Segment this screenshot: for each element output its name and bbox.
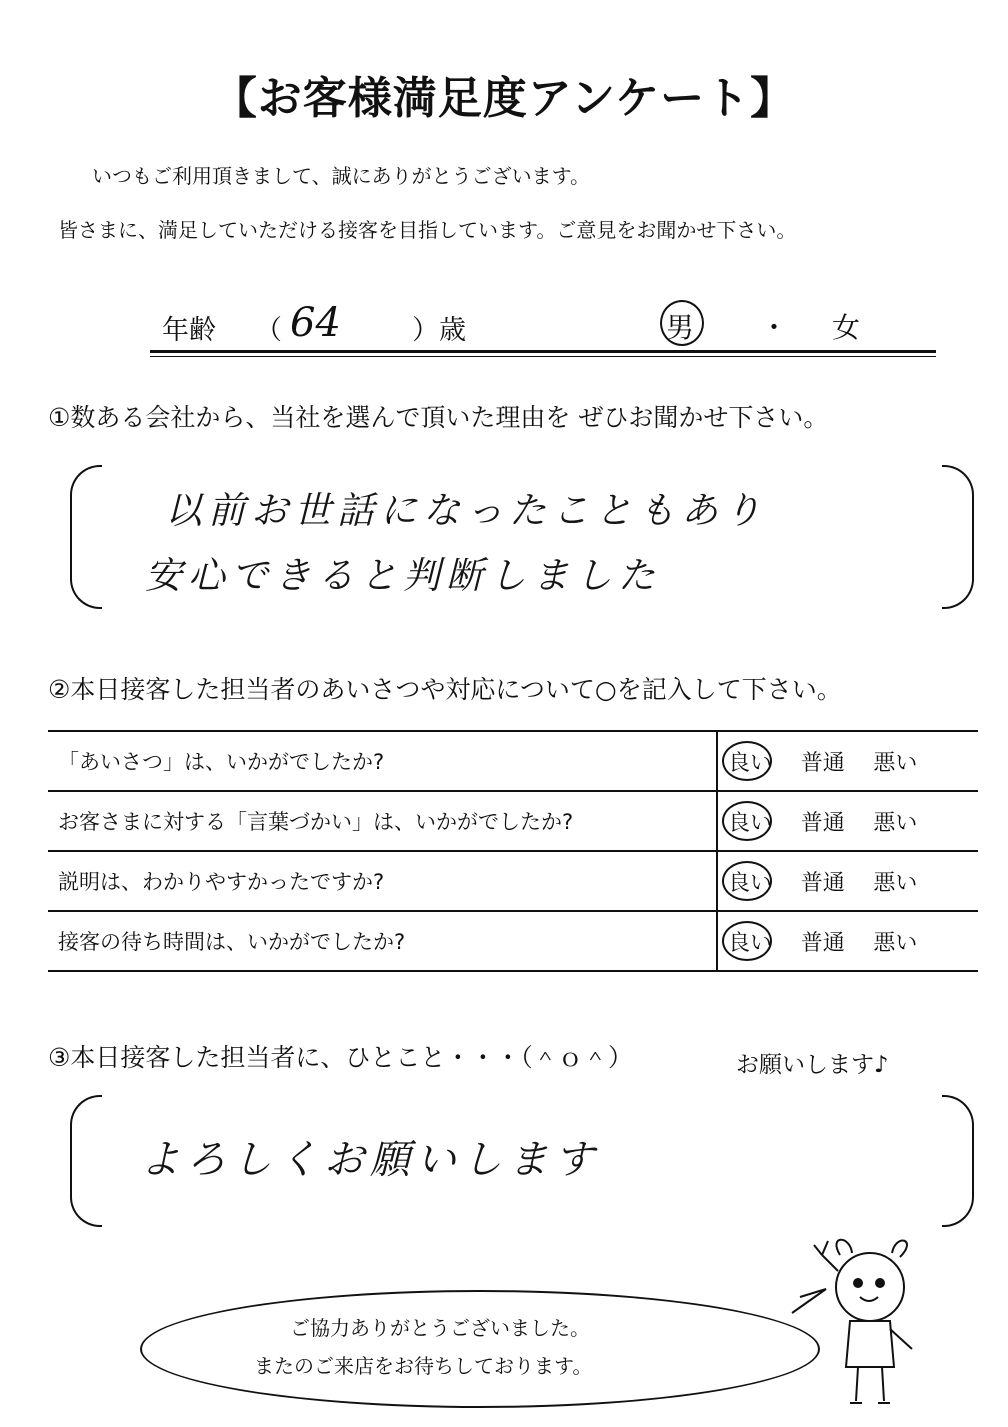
q3-bracket-left [70,1095,102,1227]
rating-option-bad[interactable]: 悪い [873,810,918,836]
closing-line-1: ご協力ありがとうございました。 [290,1316,590,1340]
rating-row [48,851,978,911]
question-3: ③本日接客した担当者に、ひとこと・・・（＾ｏ＾） [48,1043,633,1072]
mascot-illustration [800,1225,930,1415]
rating-option-average[interactable]: 普通 [800,870,845,896]
q1-bracket-right [942,465,974,609]
mascot-head [836,1253,904,1321]
question-1: ①数ある会社から、当社を選んで頂いた理由を ぜひお聞かせ下さい。 [48,403,829,432]
rating-row [48,731,978,791]
rating-option-good[interactable]: 良い [728,926,772,957]
mascot-ear-right [892,1241,907,1257]
age-open-paren: （ [255,315,282,346]
question-2: ②本日接客した担当者のあいさつや対応について○を記入して下さい。 [48,675,842,704]
rating-option-average[interactable]: 普通 [800,810,845,836]
q1-answer-line-1[interactable]: 以前お世話になったこともあり [165,489,767,532]
mascot-body [846,1321,894,1367]
intro-line-1: いつもご利用頂きまして、誠にありがとうございます。 [92,164,590,188]
rating-options [717,851,978,911]
intro-line-2: 皆さまに、満足していただける接客を目指しています。ご意見をお聞かせ下さい。 [58,218,797,242]
age-close-paren: ）歳 [412,315,466,346]
q1-answer-line-2[interactable]: 安心できると判断しました [145,554,661,597]
rating-options [717,791,978,851]
gender-separator: ・ [760,311,789,344]
rating-option-bad[interactable]: 悪い [873,870,918,896]
header-rule-thin [150,356,936,357]
rating-row [48,911,978,971]
survey-title: 【お客様満足度アンケート】 [212,73,796,124]
q1-bracket-left [70,465,102,609]
age-label: 年齢 [162,315,216,346]
closing-speech-bubble [140,1290,820,1408]
rating-row [48,791,978,851]
rating-option-good[interactable]: 良い [728,866,772,897]
rating-option-good[interactable]: 良い [728,746,772,777]
rating-options [717,731,978,791]
request-note: お願いします♪ [736,1052,889,1078]
header-rule-thick [150,350,936,353]
q3-bracket-right [942,1095,974,1227]
age-handwritten-value[interactable]: 64 [290,300,341,346]
closing-line-2: またのご来店をお待ちしております。 [254,1354,593,1378]
rating-question: お客さまに対する「言葉づかい」は、いかがでしたか? [48,791,717,851]
rating-question: 「あいさつ」は、いかがでしたか? [48,731,717,791]
rating-table [48,730,978,972]
gender-female-option[interactable]: 女 [832,311,861,344]
rating-question: 説明は、わかりやすかったですか? [48,851,717,911]
gender-male-option[interactable]: 男 [666,311,695,344]
rating-option-average[interactable]: 普通 [800,750,845,776]
mascot-ear-left [836,1240,852,1255]
rating-option-good[interactable]: 良い [728,806,772,837]
rating-question: 接客の待ち時間は、いかがでしたか? [48,911,717,971]
q3-answer[interactable]: よろしくお願いします [140,1137,600,1183]
rating-option-bad[interactable]: 悪い [873,930,918,956]
rating-option-bad[interactable]: 悪い [873,750,918,776]
rating-option-average[interactable]: 普通 [800,930,845,956]
rating-options [717,911,978,971]
